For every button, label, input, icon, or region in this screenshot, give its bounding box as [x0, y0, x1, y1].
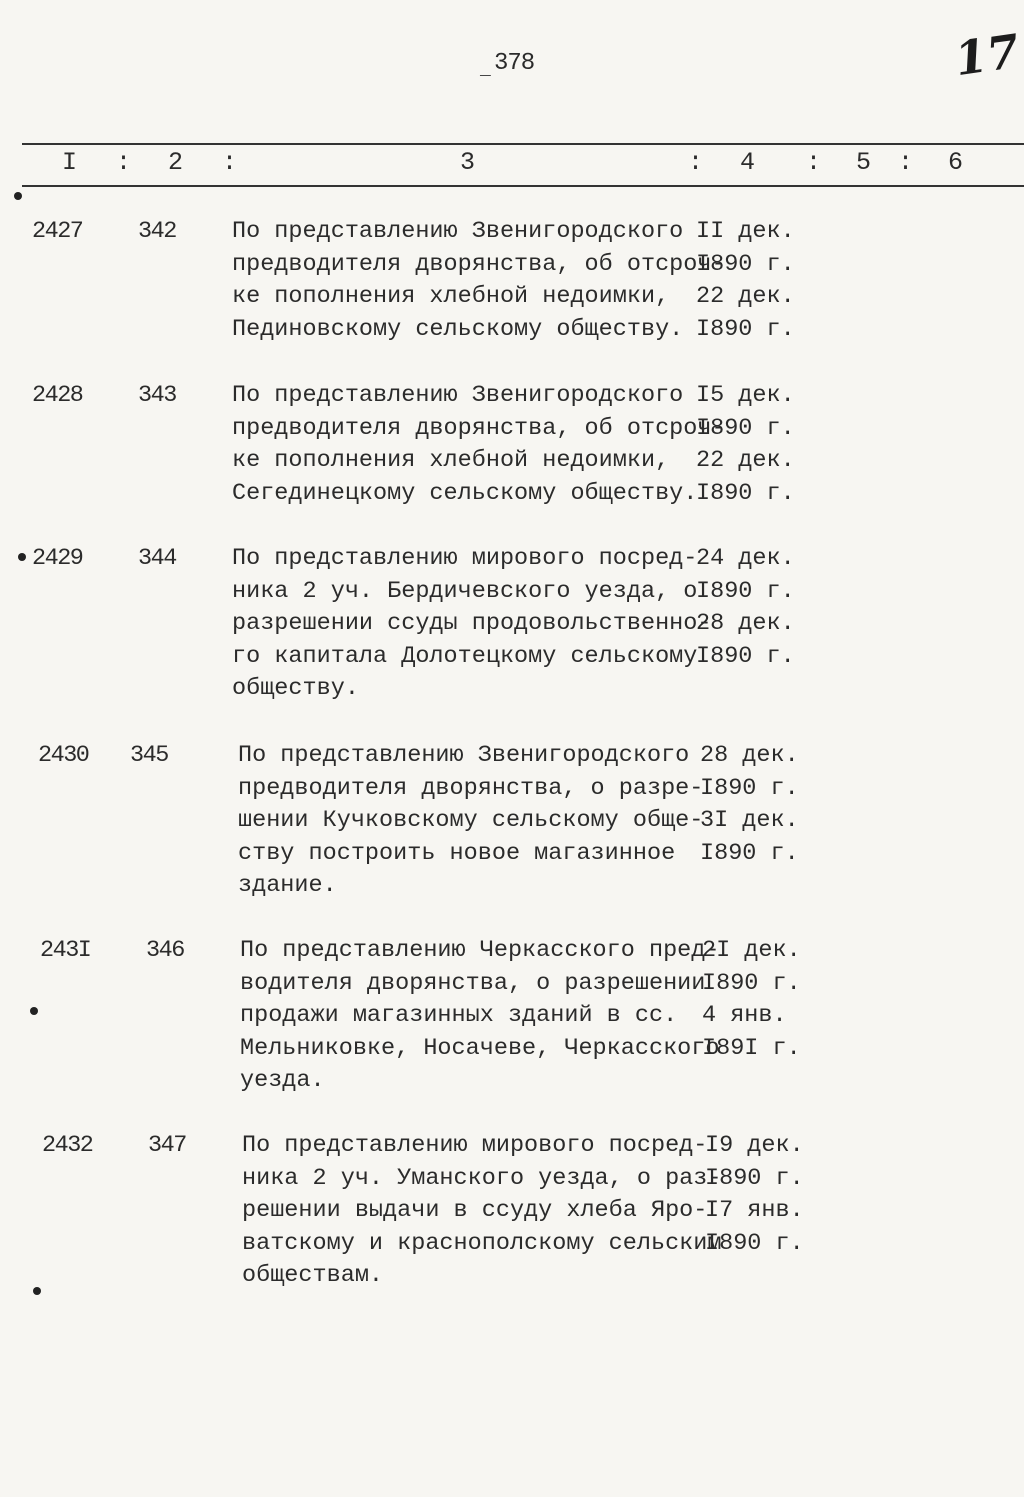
entry-item-number: 347	[148, 1132, 186, 1159]
col-separator: :	[806, 148, 822, 177]
entry-date-line: 2I дек.	[702, 937, 801, 964]
entry-text-line: разрешении ссуды продовольственно-	[232, 610, 712, 637]
col-header-4: 4	[740, 148, 756, 177]
entry-text-line: ника 2 уч. Бердичевского уезда, о	[232, 577, 698, 605]
entry-description	[232, 543, 712, 706]
col-header-2: 2	[168, 148, 184, 177]
entry-text-line: обществу.	[232, 675, 359, 702]
entry-text-line: уезда.	[240, 1067, 325, 1094]
entry-text-line: По представлению Звенигородского	[238, 742, 690, 769]
ink-dot	[33, 1287, 41, 1295]
entry-date-line: 4 янв.	[702, 1002, 787, 1029]
entry-date-line: I890 г.	[702, 969, 801, 997]
entry-number: 2432	[42, 1132, 93, 1159]
header-bottom-rule	[22, 185, 1024, 187]
col-header-6: 6	[948, 148, 964, 177]
entry-date-line: I890 г.	[696, 250, 795, 278]
entry-number: 2427	[32, 218, 83, 245]
col-separator: :	[222, 148, 238, 177]
entry-text-line: По представлению мирового посред-	[232, 545, 698, 572]
entry-text-line: Пединовскому сельскому обществу.	[232, 315, 684, 343]
entry-text-line: здание.	[238, 872, 337, 899]
entry-text-line: Сегединецкому сельскому обществу.	[232, 479, 698, 507]
entry-text-line: предводителя дворянства, об отсроч-	[232, 250, 726, 278]
entry-text-line: обществам.	[242, 1262, 384, 1289]
col-separator: :	[116, 148, 132, 177]
entry-item-number: 342	[138, 218, 176, 245]
col-separator: :	[688, 148, 704, 177]
entry-date-line: 28 дек.	[696, 610, 795, 637]
entry-date-line: I890 г.	[696, 315, 795, 343]
entry-date-line: I890 г.	[696, 414, 795, 442]
entry-number: 243I	[40, 937, 91, 964]
entry-number: 2428	[32, 382, 83, 409]
entry-text-line: водителя дворянства, о разрешении	[240, 969, 706, 997]
entry-text-line: шении Кучковскому сельскому обще-	[238, 807, 704, 834]
entry-item-number: 343	[138, 382, 176, 409]
entry-dates	[696, 380, 816, 510]
entry-text-line: го капитала Долотецкому сельскому	[232, 642, 698, 670]
col-separator: :	[898, 148, 914, 177]
entry-date-line: I890 г.	[700, 839, 799, 867]
entry-description	[240, 935, 720, 1098]
entry-dates	[705, 1130, 825, 1260]
ink-dot	[18, 553, 26, 561]
entry-description	[242, 1130, 722, 1293]
entry-dates	[696, 543, 816, 673]
entry-text-line: ке пополнения хлебной недоимки,	[232, 447, 670, 474]
entry-description	[232, 380, 726, 510]
entry-date-line: 22 дек.	[696, 447, 795, 474]
page-number	[480, 50, 535, 80]
entry-description	[238, 740, 708, 903]
entry-number: 2429	[32, 545, 83, 572]
entry-text-line: ке пополнения хлебной недоимки,	[232, 283, 670, 310]
entry-text-line: решении выдачи в ссуду хлеба Яро-	[242, 1197, 708, 1224]
entry-text-line: По представлению мирового посред-	[242, 1132, 708, 1159]
entry-date-line: I890 г.	[696, 577, 795, 605]
entry-text-line: предводителя дворянства, о разре-	[238, 774, 704, 802]
entry-text-line: ству построить новое магазинное	[238, 839, 676, 867]
entry-dates	[696, 216, 816, 346]
header-top-rule	[22, 143, 1024, 145]
ink-dot	[14, 192, 22, 200]
entry-text-line: предводителя дворянства, об отсроч-	[232, 414, 726, 442]
entry-number: 2430	[38, 742, 89, 769]
entry-item-number: 345	[130, 742, 168, 769]
entry-date-line: II дек.	[696, 218, 795, 245]
entry-item-number: 344	[138, 545, 176, 572]
entry-text-line: ника 2 уч. Уманского уезда, о раз-	[242, 1164, 722, 1192]
entry-text-line: По представлению Звенигородского	[232, 218, 684, 245]
entry-text-line: По представлению Звенигородского	[232, 382, 684, 409]
entry-dates	[702, 935, 822, 1065]
entry-text-line: По представлению Черкасского пред-	[240, 937, 720, 964]
entry-date-line: I890 г.	[696, 479, 795, 507]
entry-date-line: I890 г.	[700, 774, 799, 802]
entry-text-line: продажи магазинных зданий в сс.	[240, 1002, 678, 1029]
page-number-dash: _	[480, 60, 490, 80]
entry-date-line: I9 дек.	[705, 1132, 804, 1159]
entry-date-line: I7 янв.	[705, 1197, 804, 1224]
entry-date-line: 24 дек.	[696, 545, 795, 572]
entry-date-line: 28 дек.	[700, 742, 799, 769]
entry-date-line: I5 дек.	[696, 382, 795, 409]
entry-description	[232, 216, 726, 346]
col-header-5: 5	[856, 148, 872, 177]
entry-dates	[700, 740, 820, 870]
col-header-3: 3	[460, 148, 476, 177]
column-header-row	[0, 148, 1024, 178]
page-number-value: 378	[494, 50, 535, 77]
entry-text-line: Мельниковке, Носачеве, Черкасского	[240, 1034, 720, 1062]
col-header-1: I	[62, 148, 78, 177]
entry-date-line: I890 г.	[705, 1229, 804, 1257]
entry-date-line: I89I г.	[702, 1034, 801, 1062]
entry-date-line: 22 дек.	[696, 283, 795, 310]
ink-dot	[30, 1007, 38, 1015]
entry-date-line: I890 г.	[705, 1164, 804, 1192]
entry-date-line: 3I дек.	[700, 807, 799, 834]
entry-item-number: 346	[146, 937, 184, 964]
entry-text-line: ватскому и краснополскому сельским	[242, 1229, 722, 1257]
handwritten-folio-number: 17	[951, 23, 1023, 87]
entry-date-line: I890 г.	[696, 642, 795, 670]
